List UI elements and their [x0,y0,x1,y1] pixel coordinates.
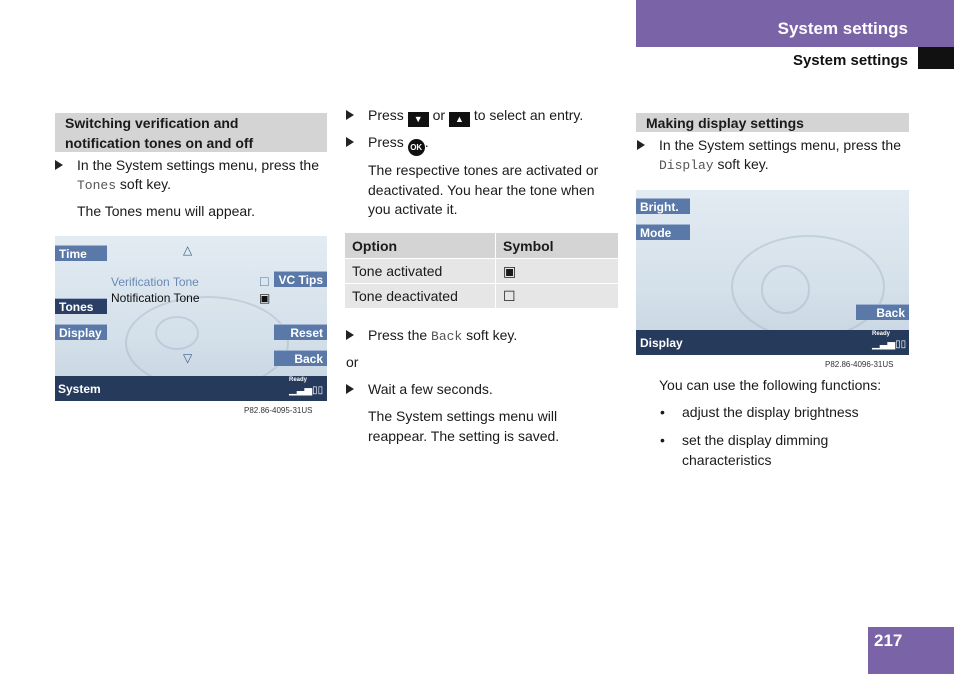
softkey-tones[interactable]: Tones [55,298,107,314]
middle-step-1: Press ▼ or ▲ to select an entry. [346,106,621,127]
left-step-1: In the System settings menu, press the Tones soft key. [55,156,330,195]
middle-step-4: Wait a few seconds. [346,380,621,399]
table-header-symbol: Symbol [496,233,619,259]
or-line: or [346,354,359,370]
status-bar [55,376,327,401]
middle-para-1: The respective tones are activated or deactivated. You hear the tone when you activate it. [368,162,599,217]
tone-deactivated-symbol-icon: ☐ [496,284,619,309]
table-row: Tone activated ▣ [345,259,618,284]
right-figure-caption: P82.86-4096-31US [825,360,894,369]
list-item: • adjust the display brightness [659,403,899,423]
car-watermark-light [155,316,199,350]
ready-label: Ready [289,377,308,383]
chapter-title: System settings [777,19,908,38]
tone-activated-symbol-icon: ▣ [496,259,619,284]
bullet-arrow-icon [346,137,354,147]
display-menu-screen [636,190,909,355]
back-softkey-ref: Back [431,329,463,344]
ready-label: Ready [872,331,891,337]
scroll-down-icon[interactable]: ▽ [183,351,193,365]
middle-para-2: The System settings menu will reappear. The setting is saved. [368,408,560,444]
notification-tone-checkbox-icon[interactable]: ▣ [259,291,271,305]
list-item: • set the display dimming characteristics [660,432,829,468]
softkey-back[interactable]: Back [856,304,909,320]
page-number: 217 [874,631,903,650]
bullet-arrow-icon [346,330,354,340]
table-header-option: Option [345,233,496,259]
table-row: Tone deactivated ☐ [345,284,618,309]
bullet-arrow-icon [346,384,354,394]
middle-step-3: Press the Back soft key. [346,326,621,346]
bullet-arrow-icon [637,140,645,150]
left-section-header [55,113,327,152]
car-watermark-light [761,265,810,314]
softkey-vc-tips[interactable]: VC Tips [274,271,327,287]
softkey-display[interactable]: Display [55,324,107,340]
softkey-back[interactable]: Back [274,350,327,366]
left-figure-caption: P82.86-4095-31US [244,406,313,415]
left-section-title: Switching verification and notification tones on and off [65,115,254,151]
left-result: The Tones menu will appear. [77,203,255,219]
display-softkey-ref: Display [659,158,714,173]
right-intro: You can use the following functions: [659,377,882,393]
ok-button-icon: OK [408,139,425,156]
thumb-tab [918,47,954,69]
tones-menu-screen [55,236,327,401]
signal-strength-icon: ▁▃▅▯▯ [872,339,907,350]
softkey-reset[interactable]: Reset [274,324,327,340]
down-key-icon: ▼ [408,112,429,127]
middle-step-2: Press OK . [346,133,621,156]
softkey-mode[interactable]: Mode [636,224,690,240]
status-label: System [58,382,101,396]
right-step-1: In the System settings menu, press the Display soft key. [637,136,912,175]
scroll-up-icon[interactable]: △ [183,243,193,257]
bullet-arrow-icon [346,110,354,120]
verification-tone-item[interactable]: Verification Tone [111,275,199,289]
signal-strength-icon: ▁▃▅▯▯ [289,385,324,396]
up-key-icon: ▲ [449,112,470,127]
section-subtitle: System settings [792,52,908,69]
status-label: Display [640,336,683,350]
notification-tone-item[interactable]: Notification Tone [111,291,200,305]
softkey-time[interactable]: Time [55,245,107,261]
bullet-dot-icon: • [660,432,665,448]
bullet-arrow-icon [55,160,63,170]
status-bar [636,330,909,355]
verification-tone-checkbox-icon[interactable]: ☐ [259,275,270,289]
right-section-title: Making display settings [646,115,804,131]
options-table [345,233,618,308]
right-section-header [636,113,909,132]
bullet-dot-icon: • [660,404,665,420]
tones-softkey-ref: Tones [77,178,117,193]
softkey-bright[interactable]: Bright. [636,198,690,214]
